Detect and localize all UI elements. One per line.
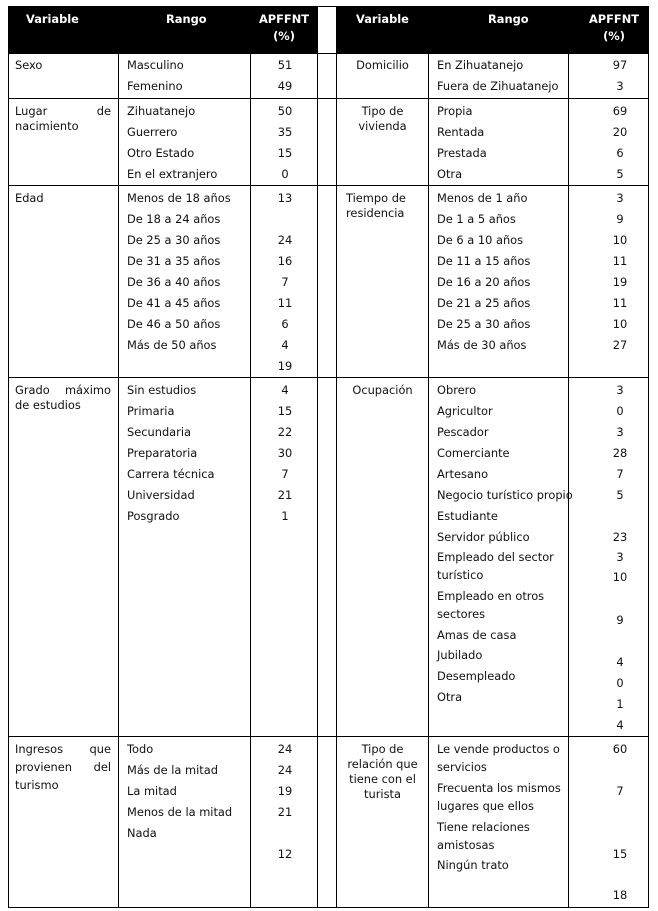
value-cell: 0 bbox=[616, 404, 624, 418]
value-cell: 3 bbox=[616, 79, 624, 93]
value-cell: 20 bbox=[612, 125, 628, 139]
range-cell: Agricultor bbox=[437, 404, 493, 418]
header-apffnt-right: APFFNT (%) bbox=[588, 12, 640, 43]
range-cell: Preparatoria bbox=[127, 446, 198, 460]
value-cell: 7 bbox=[616, 467, 624, 481]
range-cell: Menos de la mitad bbox=[127, 805, 233, 819]
range-cell: De 31 a 35 años bbox=[127, 254, 221, 268]
value-cell: 0 bbox=[616, 676, 624, 690]
range-cell: Empleado del sector bbox=[437, 550, 554, 564]
header-variable-right: Variable bbox=[356, 12, 409, 26]
value-cell: 7 bbox=[281, 467, 289, 481]
variable-tipo-vivienda: Tipo de vivienda bbox=[358, 104, 407, 133]
range-cell: Negocio turístico propio bbox=[437, 488, 573, 502]
value-cell: 51 bbox=[277, 58, 293, 72]
value-cell: 21 bbox=[277, 805, 293, 819]
range-cell: En el extranjero bbox=[127, 167, 218, 181]
value-cell: 3 bbox=[616, 550, 624, 564]
value-cell: 4 bbox=[616, 655, 624, 669]
range-cell: Rentada bbox=[437, 125, 485, 139]
value-cell: 21 bbox=[277, 488, 293, 502]
value-cell: 6 bbox=[616, 146, 624, 160]
range-cell: Desempleado bbox=[437, 669, 516, 683]
value-cell: 12 bbox=[277, 847, 293, 861]
value-cell: 11 bbox=[612, 254, 628, 268]
value-cell: 1 bbox=[616, 697, 624, 711]
range-cell: Otra bbox=[437, 167, 463, 181]
header-rango-left: Rango bbox=[166, 12, 207, 26]
value-cell: 35 bbox=[277, 125, 293, 139]
range-cell: servicios bbox=[437, 760, 487, 774]
value-cell: 28 bbox=[612, 446, 628, 460]
range-cell: De 46 a 50 años bbox=[127, 317, 221, 331]
range-cell: sectores bbox=[437, 607, 486, 621]
variable-ingresos-turismo: Ingresos que provienen del turismo bbox=[15, 742, 111, 792]
value-cell: 16 bbox=[277, 254, 293, 268]
range-cell: De 36 a 40 años bbox=[127, 275, 221, 289]
value-cell: 19 bbox=[277, 784, 293, 798]
value-cell: 5 bbox=[616, 488, 624, 502]
value-cell: 10 bbox=[612, 317, 628, 331]
value-cell: 4 bbox=[281, 338, 289, 352]
value-cell: 1 bbox=[281, 509, 289, 523]
range-cell: Propia bbox=[437, 104, 473, 118]
value-cell: 11 bbox=[277, 296, 293, 310]
range-cell: Amas de casa bbox=[437, 628, 517, 642]
value-cell: 6 bbox=[281, 317, 289, 331]
header-rango-right: Rango bbox=[488, 12, 529, 26]
value-cell: 15 bbox=[277, 404, 293, 418]
value-cell: 19 bbox=[612, 275, 628, 289]
value-cell: 7 bbox=[281, 275, 289, 289]
value-cell: 3 bbox=[616, 425, 624, 439]
range-cell: amistosas bbox=[437, 838, 495, 852]
value-cell: 49 bbox=[277, 79, 293, 93]
range-cell: Comerciante bbox=[437, 446, 510, 460]
range-cell: Más de 50 años bbox=[127, 338, 217, 352]
header-variable-left: Variable bbox=[26, 12, 79, 26]
range-cell: De 41 a 45 años bbox=[127, 296, 221, 310]
variable-domicilio: Domicilio bbox=[356, 58, 409, 72]
range-cell: De 16 a 20 años bbox=[437, 275, 531, 289]
range-cell: turístico bbox=[437, 568, 484, 582]
range-cell: Otra bbox=[437, 690, 463, 704]
value-cell: 69 bbox=[612, 104, 628, 118]
range-cell: Servidor público bbox=[437, 530, 530, 544]
value-cell: 23 bbox=[612, 530, 628, 544]
range-cell: Jubilado bbox=[437, 648, 483, 662]
value-cell: 3 bbox=[616, 383, 624, 397]
value-cell: 24 bbox=[277, 763, 293, 777]
value-cell: 13 bbox=[277, 191, 293, 205]
range-cell: Menos de 1 año bbox=[437, 191, 528, 205]
header-apffnt-left: APFFNT (%) bbox=[258, 12, 310, 43]
range-cell: De 6 a 10 años bbox=[437, 233, 524, 247]
range-cell: lugares que ellos bbox=[437, 799, 534, 813]
value-cell: 24 bbox=[277, 742, 293, 756]
value-cell: 22 bbox=[277, 425, 293, 439]
range-cell: Obrero bbox=[437, 383, 477, 397]
value-cell: 24 bbox=[277, 233, 293, 247]
range-cell: Estudiante bbox=[437, 509, 498, 523]
range-cell: Empleado en otros bbox=[437, 589, 545, 603]
variable-grado-estudios: Grado máximo de estudios bbox=[15, 383, 111, 412]
range-cell: Más de 30 años bbox=[437, 338, 527, 352]
value-cell: 19 bbox=[277, 359, 293, 373]
range-cell: Guerrero bbox=[127, 125, 178, 139]
range-cell: Secundaria bbox=[127, 425, 191, 439]
value-cell: 3 bbox=[616, 191, 624, 205]
value-cell: 15 bbox=[277, 146, 293, 160]
value-cell: 18 bbox=[612, 888, 628, 902]
range-cell: Zihuatanejo bbox=[127, 104, 196, 118]
range-cell: Femenino bbox=[127, 79, 183, 93]
range-cell: Artesano bbox=[437, 467, 489, 481]
value-cell: 9 bbox=[616, 613, 624, 627]
value-cell: 27 bbox=[612, 338, 628, 352]
value-cell: 60 bbox=[612, 742, 628, 756]
range-cell: Otro Estado bbox=[127, 146, 195, 160]
range-cell: De 11 a 15 años bbox=[437, 254, 531, 268]
range-cell: Más de la mitad bbox=[127, 763, 218, 777]
variable-tiempo-residencia: Tiempo de residencia bbox=[346, 191, 406, 220]
range-cell: Carrera técnica bbox=[127, 467, 215, 481]
value-cell: 10 bbox=[612, 233, 628, 247]
range-cell: Ningún trato bbox=[437, 858, 509, 872]
variable-edad: Edad bbox=[15, 191, 44, 205]
range-cell: Fuera de Zihuatanejo bbox=[437, 79, 559, 93]
value-cell: 10 bbox=[612, 570, 628, 584]
variable-sexo: Sexo bbox=[15, 58, 43, 72]
value-cell: 97 bbox=[612, 58, 628, 72]
range-cell: De 25 a 30 años bbox=[127, 233, 221, 247]
range-cell: De 1 a 5 años bbox=[437, 212, 516, 226]
range-cell: Sin estudios bbox=[127, 383, 197, 397]
value-cell: 4 bbox=[281, 383, 289, 397]
value-cell: 11 bbox=[612, 296, 628, 310]
range-cell: Primaria bbox=[127, 404, 175, 418]
variable-lugar-nacimiento: Lugar de nacimiento bbox=[15, 104, 111, 133]
range-cell: Frecuenta los mismos bbox=[437, 781, 561, 795]
variable-ocupacion: Ocupación bbox=[352, 383, 413, 397]
range-cell: Posgrado bbox=[127, 509, 180, 523]
range-cell: Universidad bbox=[127, 488, 195, 502]
value-cell: 4 bbox=[616, 718, 624, 732]
range-cell: Pescador bbox=[437, 425, 489, 439]
variable-tipo-relacion: Tipo de relación que tiene con el turista bbox=[347, 742, 418, 801]
range-cell: Menos de 18 años bbox=[127, 191, 231, 205]
range-cell: En Zihuatanejo bbox=[437, 58, 524, 72]
range-cell: Nada bbox=[127, 826, 157, 840]
range-cell: Masculino bbox=[127, 58, 184, 72]
range-cell: Le vende productos o bbox=[437, 742, 560, 756]
value-cell: 0 bbox=[281, 167, 289, 181]
value-cell: 7 bbox=[616, 784, 624, 798]
value-cell: 30 bbox=[277, 446, 293, 460]
value-cell: 5 bbox=[616, 167, 624, 181]
range-cell: La mitad bbox=[127, 784, 177, 798]
range-cell: De 18 a 24 años bbox=[127, 212, 221, 226]
range-cell: De 25 a 30 años bbox=[437, 317, 531, 331]
range-cell: Tiene relaciones bbox=[437, 820, 530, 834]
value-cell: 50 bbox=[277, 104, 293, 118]
range-cell: De 21 a 25 años bbox=[437, 296, 531, 310]
value-cell: 15 bbox=[612, 847, 628, 861]
range-cell: Prestada bbox=[437, 146, 487, 160]
range-cell: Todo bbox=[127, 742, 154, 756]
value-cell: 9 bbox=[616, 212, 624, 226]
